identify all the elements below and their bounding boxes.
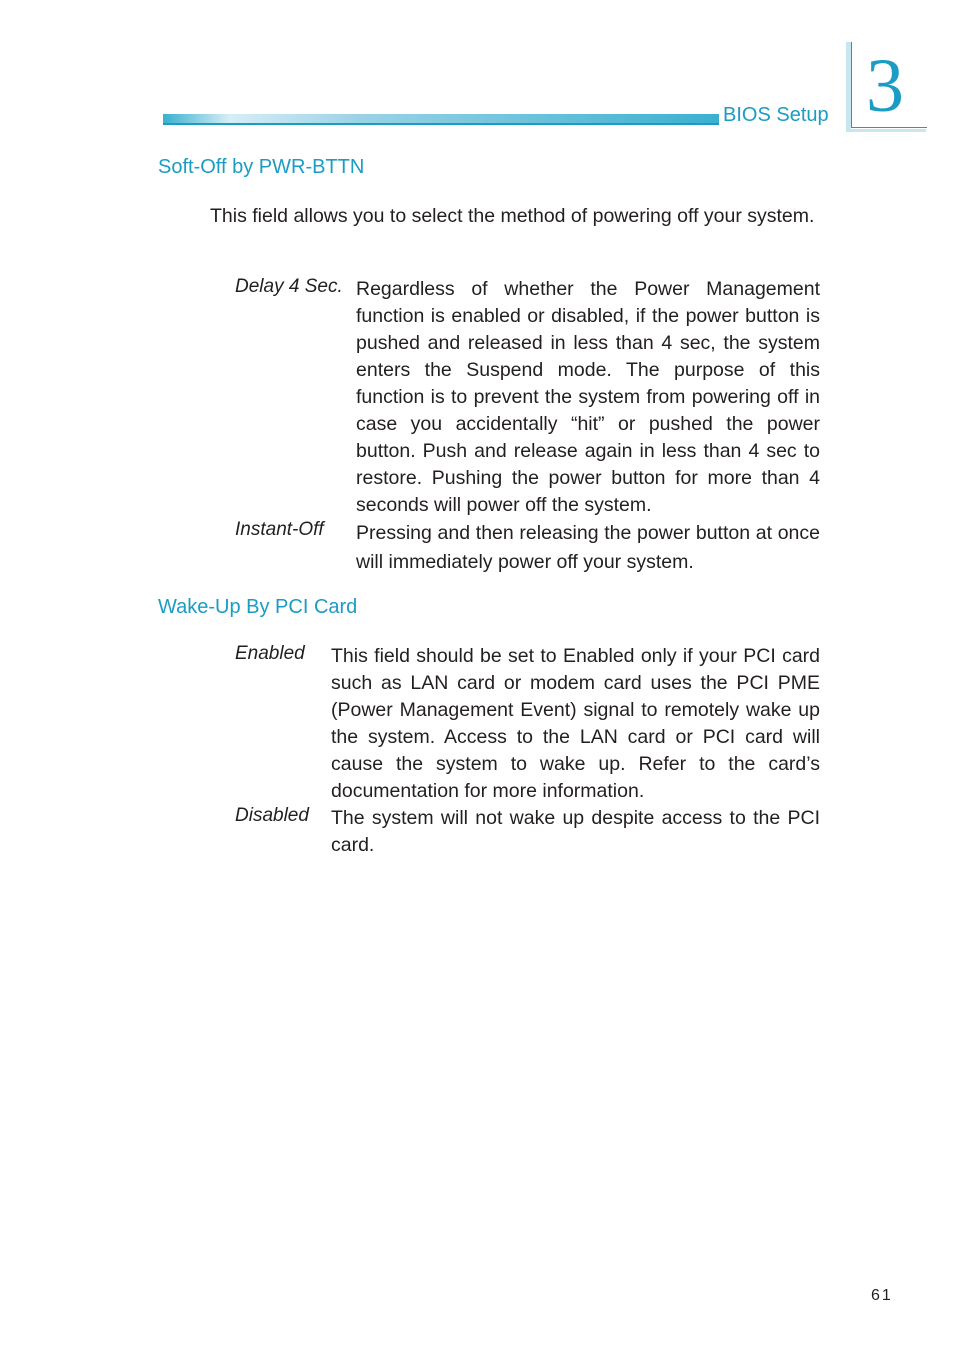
- option-term-instant-off: Instant-Off: [235, 519, 324, 540]
- header-section-title: BIOS Setup: [723, 104, 829, 126]
- option-term-disabled: Disabled: [235, 805, 309, 826]
- section-intro-soft-off: This field allows you to select the method of powering off your system.: [210, 205, 815, 227]
- section-heading-wake-up-pci: Wake-Up By PCI Card: [158, 596, 358, 618]
- section-heading-soft-off: Soft-Off by PWR-BTTN: [158, 156, 365, 178]
- option-desc-enabled: This field should be set to Enabled only if your PCI card such as LAN card or modem card uses the PCI PME (Power Management Event) signal to remotely wake up the system. Access to the LAN card or PCI card will cause the system to wake up. Refer to the card’s documentation for more information.: [331, 645, 820, 802]
- header-bar: [163, 114, 719, 125]
- chapter-number: 3: [866, 44, 904, 128]
- option-desc-delay-4-sec: Regardless of whether the Power Management function is enabled or disabled, if the power button is pushed and released in less than 4 sec, the system enters the Suspend mode. The purpose of this function is to prevent the system from powering off in case you accidentally “hit” or pushed the power button. Push and release again in less than 4 sec to restore. Pushing the power button for more than 4 seconds will power off the system.: [356, 278, 820, 516]
- option-desc-disabled: The system will not wake up despite access to the PCI card.: [331, 807, 820, 856]
- option-term-delay-4-sec: Delay 4 Sec.: [235, 276, 343, 297]
- page-number: 61: [871, 1287, 893, 1304]
- option-term-enabled: Enabled: [235, 643, 305, 664]
- option-desc-instant-off: Pressing and then releasing the power button at once will immediately power off your system.: [356, 522, 820, 573]
